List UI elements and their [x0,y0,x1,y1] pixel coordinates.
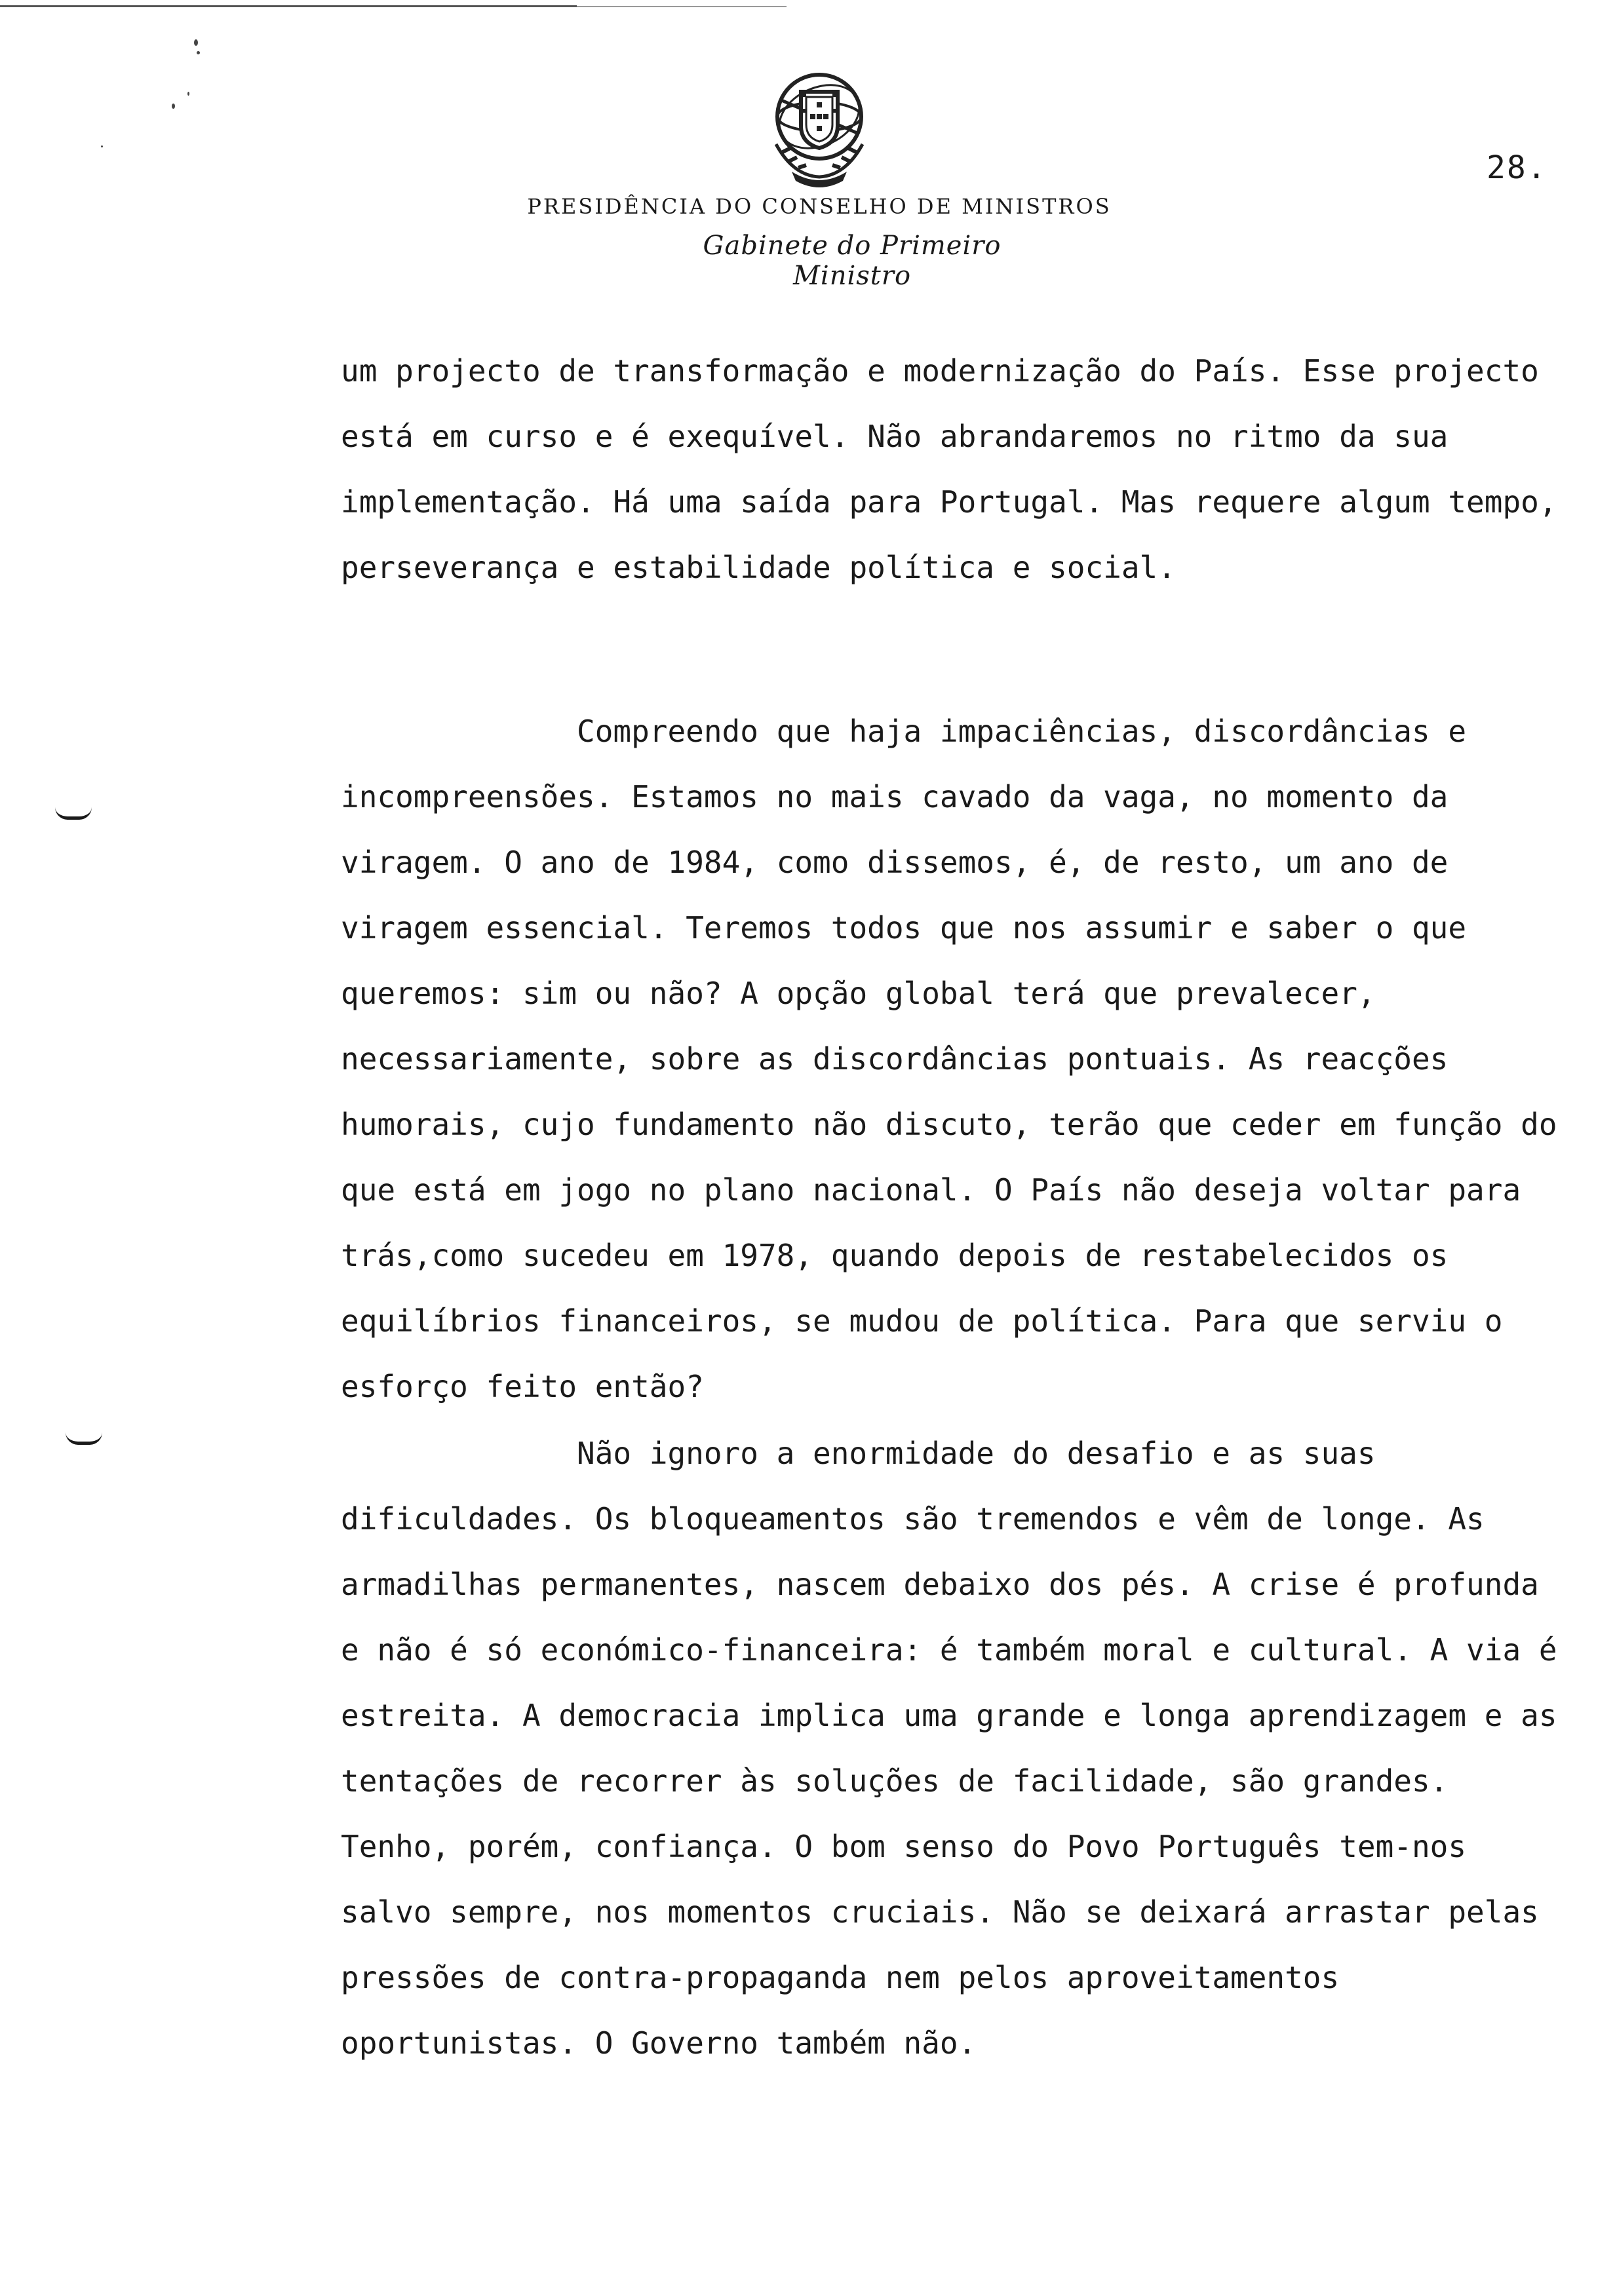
scan-speck [197,51,200,54]
body-paragraph: Não ignoro a enormidade do desafio e as suas dificuldades. Os bloqueamentos são tremendos e vêm de longe. As armadilhas permanentes, nascem debaixo dos pés. A crise é profunda e não é só económico-financeira: é também moral e cultural. A via é estreita. A democracia implica uma grande e longa aprendizagem e as tentações de recorrer às soluções de facilidade, são grandes. Tenho, porém, confiança. O bom senso do Povo Português tem-nos salvo sempre, nos momentos cruciais. Não se deixará arrastar pelas pressões de contra-propaganda nem pelos aproveitamentos oportunistas. O Governo também não. [341,1436,1557,2061]
header-subtitle: Gabinete do Primeiro Ministro [703,231,1002,291]
punch-hole-mark [66,1432,102,1445]
body-paragraph: Compreendo que haja impaciências, discordâncias e incompreensões. Estamos no mais cavado da vaga, no momento da viragem. O ano de 1984, como dissemos, é, de resto, um ano de viragem essencial. Teremos todos que nos assumir e saber o que queremos: sim ou não? A opção global terá que prevalecer, necessariamente, sobre as discordâncias pontuais. As reacções humorais, cujo fundamento não discuto, terão que ceder em função do que está em jogo no plano nacional. O País não deseja voltar para trás,como sucedeu em 1978, quando depois de restabelecidos os equilíbrios financeiros, se mudou de política. Para que serviu o esforço feito então? [341,714,1557,1404]
scan-edge-line-faint [577,6,787,7]
scan-speck [101,145,103,147]
scan-speck [172,104,175,109]
scan-speck [187,92,189,96]
page-number: 28. [1487,149,1547,186]
punch-hole-mark [55,807,92,820]
coat-of-arms-icon [760,66,878,190]
body-paragraph: um projecto de transformação e modernização do País. Esse projecto está em curso e é exequível. Não abrandaremos no ritmo da sua implementação. Há uma saída para Portugal. Mas requere algum tempo, perseverança e estabilidade política e social. [341,353,1557,585]
scan-speck [194,39,198,46]
scan-edge-line [0,5,577,7]
header-title: PRESIDÊNCIA DO CONSELHO DE MINISTROS [527,194,1112,219]
